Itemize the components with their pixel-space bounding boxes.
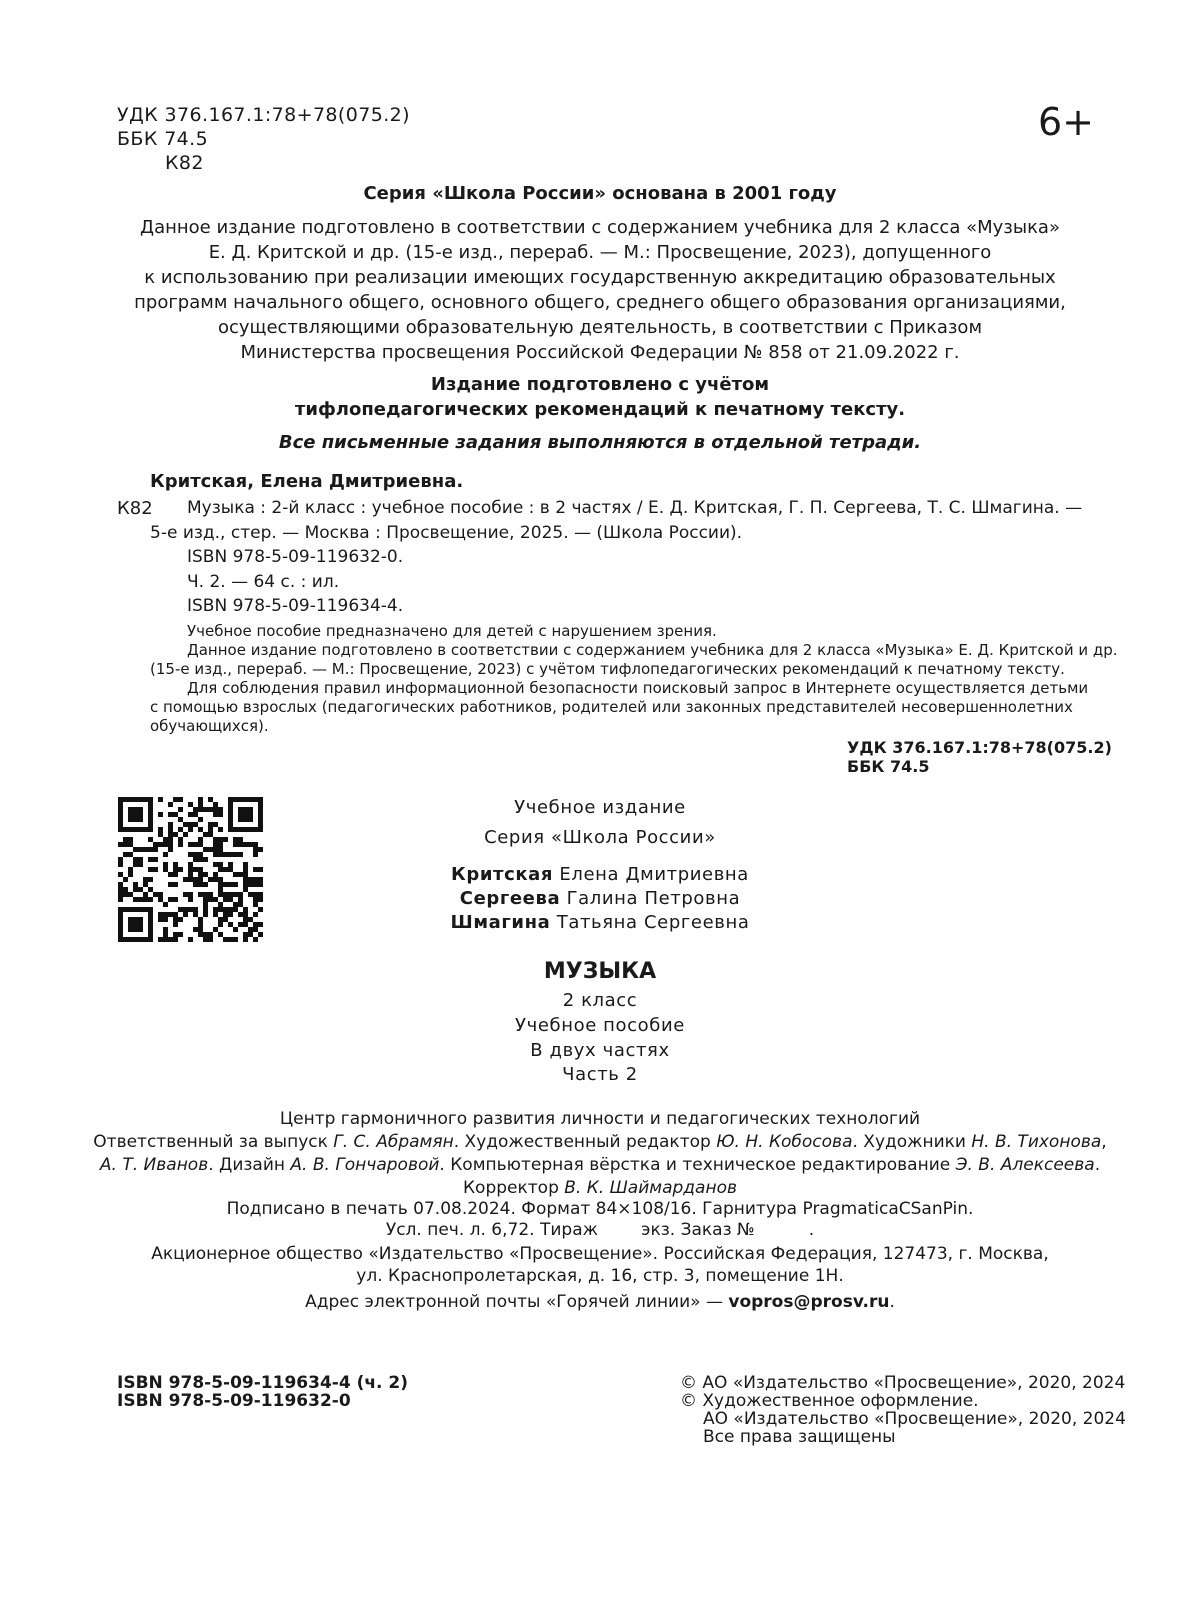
qr-module [133, 937, 138, 942]
imprint-author [0, 862, 1200, 887]
qr-module [208, 937, 213, 942]
qr-module [243, 937, 248, 942]
qr-module [163, 937, 168, 942]
credits-line: Ответственный за выпуск Г. С. Абрамян. Художественный редактор Ю. Н. Кобосова. Художники Н. В. Тихонова, [93, 1132, 1107, 1152]
isbn-line: ISBN 978-5-09-119632-0 [117, 1391, 351, 1411]
annotation-line: Учебное пособие предназначено для детей с нарушением зрения. [187, 622, 717, 640]
intro-line: Министерства просвещения Российской Федерации № 858 от 21.09.2022 г. [240, 342, 960, 363]
book-part: Часть 2 [562, 1064, 638, 1085]
author-surname: Сергеева [459, 888, 561, 909]
qr-module [218, 852, 223, 857]
tiflo-line: Издание подготовлено с учётом [430, 374, 770, 395]
hotline-email: Адрес электронной почты «Горячей линии» — vopros@prosv.ru. [305, 1292, 895, 1312]
annotation-line: Для соблюдения правил информационной безопасности поисковый запрос в Интернете осуществляется детьми [187, 679, 1089, 697]
qr-module [173, 937, 178, 942]
qr-module [228, 852, 233, 857]
annotation-line: обучающихся). [150, 717, 269, 735]
author-name: Татьяна Сергеевна [556, 912, 750, 933]
email-link: vopros@prosv.ru [728, 1292, 890, 1312]
catalog-line: Музыка : 2-й класс : учебное пособие : в 2 частях / Е. Д. Критская, Г. П. Сергеева, Т. С. Шмагина. — [187, 498, 1083, 518]
age-rating: 6+ [1038, 100, 1095, 144]
qr-module [158, 937, 163, 942]
imprint-author [0, 910, 1200, 935]
credit-person: А. Т. Иванов [99, 1155, 209, 1175]
print-details: Усл. печ. л. 6,72. Тираж экз. Заказ № . [385, 1220, 815, 1240]
catalog-udk: УДК 376.167.1:78+78(075.2) [847, 738, 1112, 757]
qr-module [143, 937, 148, 942]
credit-person: Г. С. Абрамян [333, 1132, 454, 1152]
qr-module [198, 852, 203, 857]
edition-type: Учебное издание [514, 797, 686, 818]
catalog-isbn: ISBN 978-5-09-119634-4. [187, 596, 404, 616]
qr-module [223, 937, 228, 942]
credit-person: Ю. Н. Кобосова [716, 1132, 853, 1152]
catalog-author: Критская, Елена Дмитриевна. [150, 471, 464, 492]
copyright-line: АО «Издательство «Просвещение», 2020, 2024 [703, 1409, 1126, 1429]
intro-line: Е. Д. Критской и др. (15-е изд., перераб. — М.: Просвещение, 2023), допущенного [208, 242, 992, 263]
udk-code: УДК 376.167.1:78+78(075.2) [117, 104, 410, 126]
qr-module [228, 937, 233, 942]
credit-person: Э. В. Алексеева [955, 1155, 1095, 1175]
qr-module [233, 937, 238, 942]
intro-line: программ начального общего, основного общего, среднего общего образования организациями, [134, 292, 1066, 313]
author-mark: К82 [165, 152, 204, 174]
qr-module [188, 937, 193, 942]
qr-module [148, 937, 153, 942]
author-name: Елена Дмитриевна [559, 864, 749, 885]
publisher-address: Акционерное общество «Издательство «Просвещение». Российская Федерация, 127473, г. Москва, [151, 1244, 1049, 1264]
qr-module [253, 852, 258, 857]
qr-module [233, 852, 238, 857]
catalog-line: 5-е изд., стер. — Москва : Просвещение, 2025. — (Школа России). [150, 523, 743, 543]
qr-module [123, 937, 128, 942]
qr-module [118, 937, 123, 942]
bbk-code: ББК 74.5 [117, 128, 209, 150]
credits-center: Центр гармоничного развития личности и педагогических технологий [279, 1109, 921, 1129]
publisher-address: ул. Краснопролетарская, д. 16, стр. 3, помещение 1Н. [356, 1266, 844, 1286]
print-details: Подписано в печать 07.08.2024. Формат 84×108/16. Гарнитура PragmaticaCSanPin. [226, 1199, 974, 1219]
intro-line: к использованию при реализации имеющих государственную аккредитацию образовательных [144, 267, 1056, 288]
author-name: Галина Петровна [566, 888, 741, 909]
qr-module [123, 852, 128, 857]
tiflo-line: тифлопедагогических рекомендаций к печатному тексту. [294, 399, 906, 420]
credit-person: В. К. Шаймарданов [564, 1178, 737, 1198]
book-title: МУЗЫКА [543, 959, 657, 984]
credit-person: Н. В. Тихонова [971, 1132, 1102, 1152]
qr-module [203, 937, 208, 942]
qr-module [163, 852, 168, 857]
intro-line: Данное издание подготовлено в соответствии с содержанием учебника для 2 класса «Музыка» [140, 217, 1060, 238]
catalog-isbn: ISBN 978-5-09-119632-0. [187, 547, 404, 567]
notebook-note: Все письменные задания выполняются в отдельной тетради. [278, 432, 922, 453]
author-surname: Критская [451, 864, 554, 885]
annotation-line: с помощью взрослых (педагогических работников, родителей или законных представителей несовершеннолетних [150, 698, 1073, 716]
catalog-bbk: ББК 74.5 [847, 757, 930, 776]
qr-module [193, 852, 198, 857]
credits-line: А. Т. Иванов. Дизайн А. В. Гончаровой. Компьютерная вёрстка и техническое редактирование Э. В. Алексеева. [99, 1155, 1101, 1175]
book-grade: 2 класс [562, 990, 638, 1011]
credit-person: А. В. Гончаровой [290, 1155, 440, 1175]
series-founded: Серия «Школа России» основана в 2001 году [363, 183, 837, 204]
qr-module [223, 852, 228, 857]
catalog-code: К82 [117, 498, 153, 519]
author-surname: Шмагина [450, 912, 551, 933]
intro-line: осуществляющими образовательную деятельность, в соответствии с Приказом [217, 317, 983, 338]
credits-line: Корректор В. К. Шаймарданов [462, 1178, 737, 1198]
catalog-part: Ч. 2. — 64 с. : ил. [187, 572, 340, 592]
qr-module [238, 852, 243, 857]
copyright-line: © АО «Издательство «Просвещение», 2020, 2024 [680, 1373, 1126, 1393]
qr-module [128, 937, 133, 942]
qr-module [128, 852, 133, 857]
book-kind: Учебное пособие [515, 1015, 685, 1036]
annotation-line: Данное издание подготовлено в соответствии с содержанием учебника для 2 класса «Музыка» Е. Д. Критской и др. [187, 641, 1118, 659]
qr-module [253, 937, 258, 942]
copyright-line: © Художественное оформление. [680, 1391, 979, 1411]
imprint-author [0, 886, 1200, 911]
qr-module [213, 852, 218, 857]
isbn-line: ISBN 978-5-09-119634-4 (ч. 2) [117, 1373, 409, 1393]
qr-module [168, 937, 173, 942]
qr-module [188, 852, 193, 857]
imprint-series: Серия «Школа России» [484, 827, 716, 848]
annotation-line: (15-е изд., перераб. — М.: Просвещение, 2023) с учётом тифлопедагогических рекомендаций к печатному тексту. [150, 660, 1065, 678]
qr-module [138, 937, 143, 942]
copyright-line: Все права защищены [703, 1427, 896, 1447]
book-parts: В двух частях [530, 1040, 670, 1061]
